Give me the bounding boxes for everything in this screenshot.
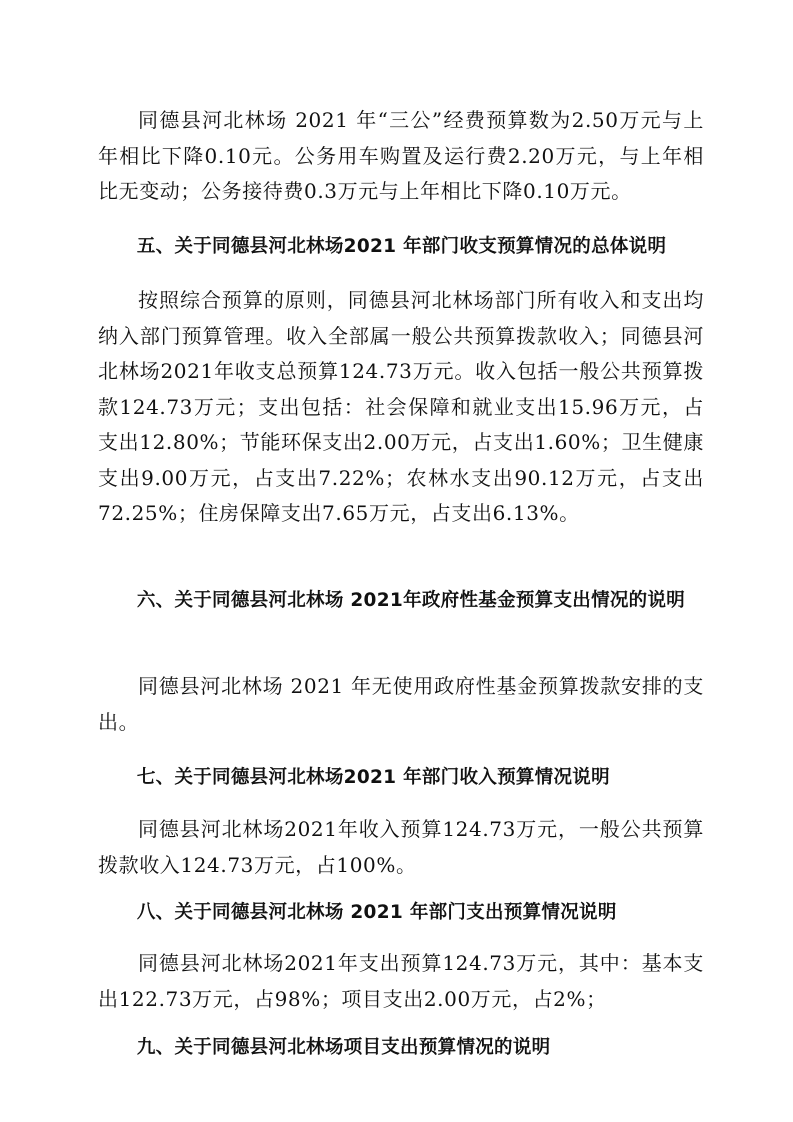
section-heading-8: 八、关于同德县河北林场 2021 年部门支出预算情况说明 [136, 902, 617, 923]
section-heading-7: 七、关于同德县河北林场2021 年部门收入预算情况说明 [136, 767, 610, 788]
paragraph-income-budget: 同德县河北林场2021年收入预算124.73万元，一般公共预算拨款收入124.73万元，占100%。 [98, 817, 704, 877]
paragraph-three-public-expenses: 同德县河北林场 2021 年“三公”经费预算数为2.50万元与上年相比下降0.10元。公务用车购置及运行费2.20万元，与上年相比无变动；公务接待费0.3万元与上年相比下降0.10万元。 [98, 108, 704, 203]
paragraph-government-fund: 同德县河北林场 2021 年无使用政府性基金预算拨款安排的支出。 [98, 674, 704, 734]
paragraph-overall-budget: 按照综合预算的原则，同德县河北林场部门所有收入和支出均纳入部门预算管理。收入全部属一般公共预算拨款收入；同德县河北林场2021年收支总预算124.73万元。收入包括一般公共预算拨款124.73万元；支出包括：社会保障和就业支出15.96万元，占支出12.80%；节能环保支出2.00万元，占支出1.60%；卫生健康支出9.00万元，占支出7.22%；农林水支出90.12万元，占支出72.25%；住房保障支出7.65万元，占支出6.13%。 [98, 288, 704, 525]
section-heading-6: 六、关于同德县河北林场 2021年政府性基金预算支出情况的说明 [136, 590, 686, 611]
section-heading-5: 五、关于同德县河北林场2021 年部门收支预算情况的总体说明 [136, 236, 667, 257]
paragraph-expenditure-budget: 同德县河北林场2021年支出预算124.73万元，其中：基本支出122.73万元，占98%；项目支出2.00万元，占2%； [98, 951, 704, 1011]
section-heading-9: 九、关于同德县河北林场项目支出预算情况的说明 [136, 1037, 551, 1058]
